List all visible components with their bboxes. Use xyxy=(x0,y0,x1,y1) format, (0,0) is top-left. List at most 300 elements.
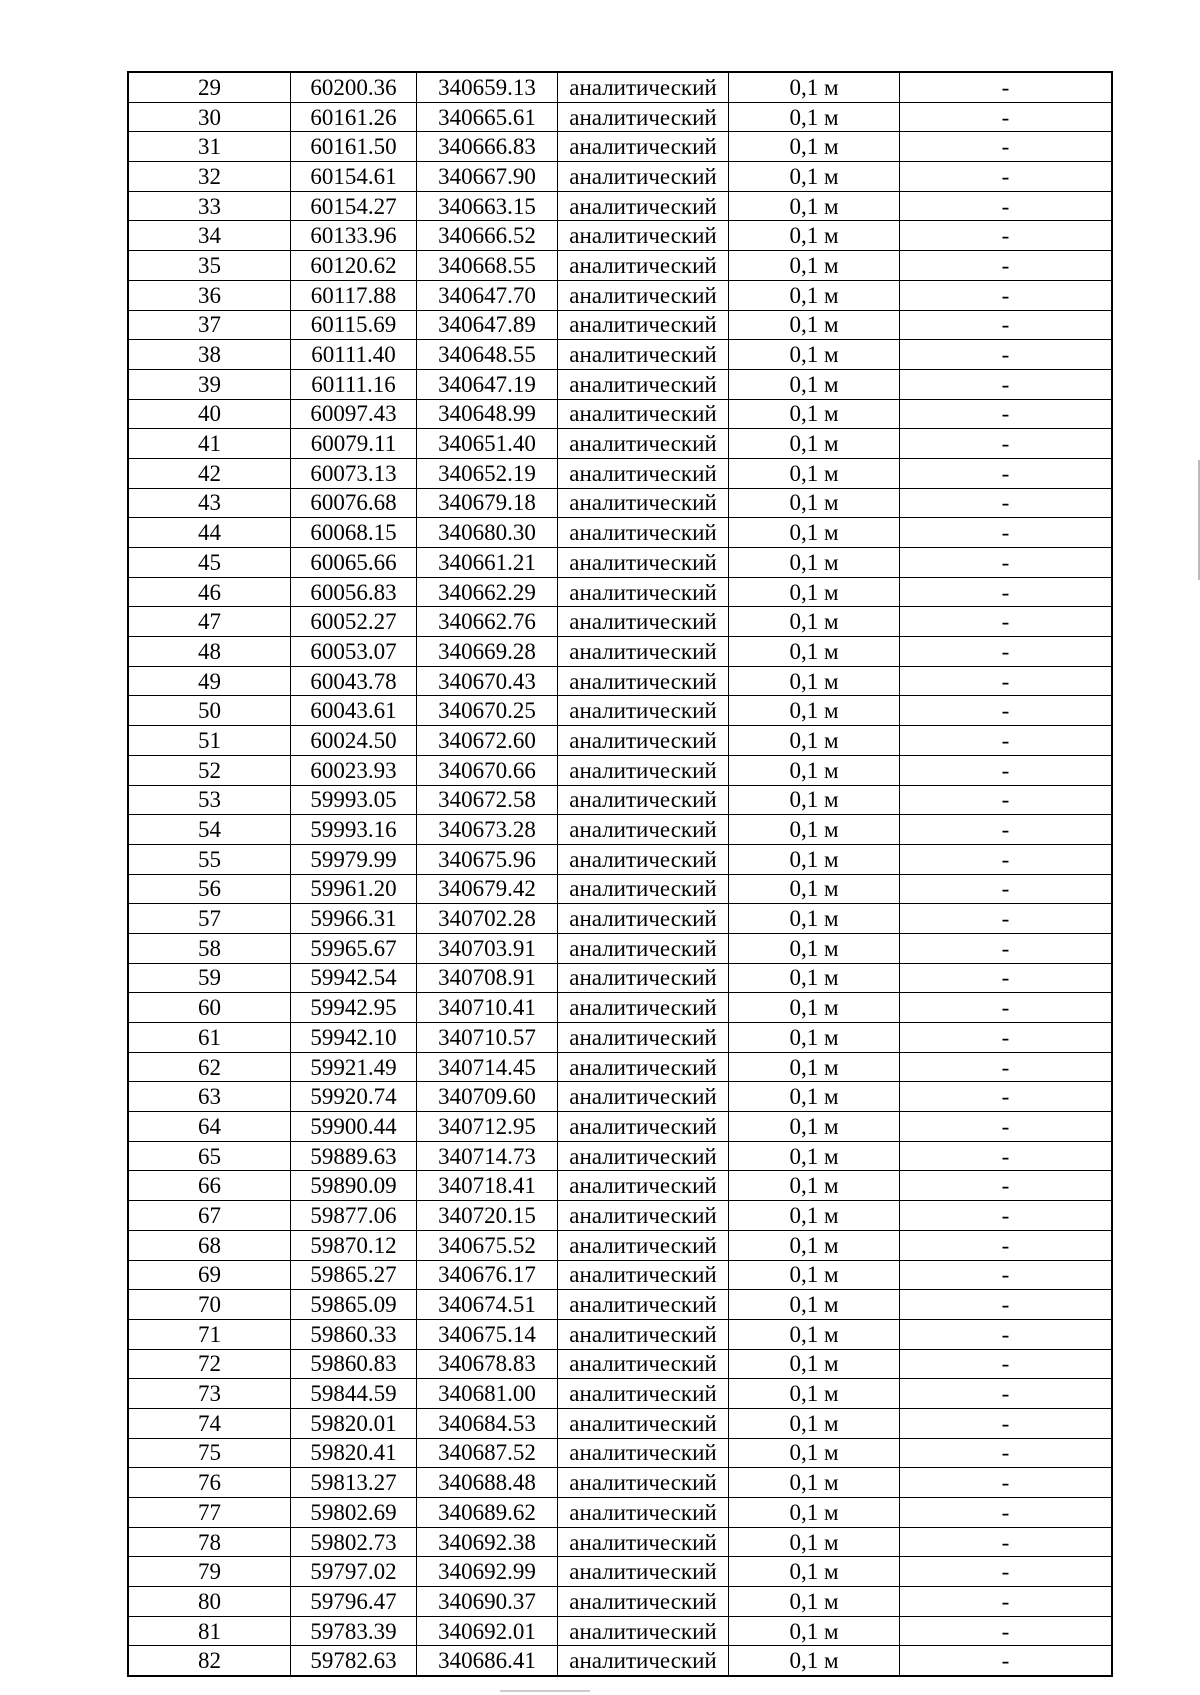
method-cell: аналитический xyxy=(558,221,729,251)
method-cell: аналитический xyxy=(558,1023,729,1053)
y-coordinate-cell: 340679.42 xyxy=(417,874,558,904)
table-row xyxy=(128,369,1112,399)
accuracy-cell: 0,1 м xyxy=(729,221,900,251)
x-coordinate-cell: 60161.26 xyxy=(291,102,417,132)
table-row xyxy=(128,1557,1112,1587)
table-row xyxy=(128,607,1112,637)
accuracy-cell: 0,1 м xyxy=(729,102,900,132)
x-coordinate-cell: 60133.96 xyxy=(291,221,417,251)
y-coordinate-cell: 340690.37 xyxy=(417,1587,558,1617)
table-row xyxy=(128,132,1112,162)
point-number-cell: 62 xyxy=(128,1052,291,1082)
point-number-cell: 37 xyxy=(128,310,291,340)
accuracy-cell: 0,1 м xyxy=(729,607,900,637)
point-number-cell: 45 xyxy=(128,548,291,578)
table-row xyxy=(128,280,1112,310)
point-number-cell: 75 xyxy=(128,1438,291,1468)
table-row xyxy=(128,874,1112,904)
point-number-cell: 68 xyxy=(128,1230,291,1260)
table-row xyxy=(128,399,1112,429)
table-row xyxy=(128,1023,1112,1053)
point-number-cell: 55 xyxy=(128,844,291,874)
accuracy-cell: 0,1 м xyxy=(729,696,900,726)
accuracy-cell: 0,1 м xyxy=(729,458,900,488)
table-row xyxy=(128,518,1112,548)
point-number-cell: 59 xyxy=(128,963,291,993)
accuracy-cell: 0,1 м xyxy=(729,815,900,845)
note-cell: - xyxy=(900,1349,1113,1379)
accuracy-cell: 0,1 м xyxy=(729,399,900,429)
x-coordinate-cell: 59921.49 xyxy=(291,1052,417,1082)
point-number-cell: 33 xyxy=(128,191,291,221)
note-cell: - xyxy=(900,1023,1113,1053)
y-coordinate-cell: 340710.57 xyxy=(417,1023,558,1053)
note-cell: - xyxy=(900,488,1113,518)
x-coordinate-cell: 59889.63 xyxy=(291,1141,417,1171)
y-coordinate-cell: 340647.19 xyxy=(417,369,558,399)
note-cell: - xyxy=(900,1646,1113,1676)
x-coordinate-cell: 60023.93 xyxy=(291,755,417,785)
table-row xyxy=(128,815,1112,845)
x-coordinate-cell: 59782.63 xyxy=(291,1646,417,1676)
x-coordinate-cell: 60120.62 xyxy=(291,251,417,281)
point-number-cell: 50 xyxy=(128,696,291,726)
point-number-cell: 53 xyxy=(128,785,291,815)
table-row xyxy=(128,637,1112,667)
x-coordinate-cell: 59813.27 xyxy=(291,1468,417,1498)
note-cell: - xyxy=(900,993,1113,1023)
y-coordinate-cell: 340667.90 xyxy=(417,162,558,192)
note-cell: - xyxy=(900,577,1113,607)
point-number-cell: 69 xyxy=(128,1260,291,1290)
method-cell: аналитический xyxy=(558,1290,729,1320)
table-row xyxy=(128,963,1112,993)
x-coordinate-cell: 59865.09 xyxy=(291,1290,417,1320)
note-cell: - xyxy=(900,726,1113,756)
y-coordinate-cell: 340714.45 xyxy=(417,1052,558,1082)
note-cell: - xyxy=(900,607,1113,637)
y-coordinate-cell: 340652.19 xyxy=(417,458,558,488)
y-coordinate-cell: 340648.99 xyxy=(417,399,558,429)
point-number-cell: 48 xyxy=(128,637,291,667)
y-coordinate-cell: 340662.76 xyxy=(417,607,558,637)
x-coordinate-cell: 59797.02 xyxy=(291,1557,417,1587)
point-number-cell: 32 xyxy=(128,162,291,192)
note-cell: - xyxy=(900,221,1113,251)
x-coordinate-cell: 59796.47 xyxy=(291,1587,417,1617)
note-cell: - xyxy=(900,310,1113,340)
y-coordinate-cell: 340666.52 xyxy=(417,221,558,251)
accuracy-cell: 0,1 м xyxy=(729,72,900,102)
y-coordinate-cell: 340702.28 xyxy=(417,904,558,934)
note-cell: - xyxy=(900,815,1113,845)
accuracy-cell: 0,1 м xyxy=(729,904,900,934)
accuracy-cell: 0,1 м xyxy=(729,548,900,578)
note-cell: - xyxy=(900,696,1113,726)
method-cell: аналитический xyxy=(558,1260,729,1290)
y-coordinate-cell: 340674.51 xyxy=(417,1290,558,1320)
point-number-cell: 42 xyxy=(128,458,291,488)
y-coordinate-cell: 340662.29 xyxy=(417,577,558,607)
y-coordinate-cell: 340709.60 xyxy=(417,1082,558,1112)
point-number-cell: 47 xyxy=(128,607,291,637)
x-coordinate-cell: 59802.69 xyxy=(291,1498,417,1528)
note-cell: - xyxy=(900,963,1113,993)
x-coordinate-cell: 59844.59 xyxy=(291,1379,417,1409)
table-row xyxy=(128,221,1112,251)
note-cell: - xyxy=(900,340,1113,370)
accuracy-cell: 0,1 м xyxy=(729,1587,900,1617)
x-coordinate-cell: 59820.01 xyxy=(291,1408,417,1438)
x-coordinate-cell: 59865.27 xyxy=(291,1260,417,1290)
method-cell: аналитический xyxy=(558,429,729,459)
x-coordinate-cell: 59877.06 xyxy=(291,1201,417,1231)
point-number-cell: 65 xyxy=(128,1141,291,1171)
point-number-cell: 77 xyxy=(128,1498,291,1528)
x-coordinate-cell: 60056.83 xyxy=(291,577,417,607)
accuracy-cell: 0,1 м xyxy=(729,162,900,192)
table-row xyxy=(128,1082,1112,1112)
x-coordinate-cell: 60052.27 xyxy=(291,607,417,637)
x-coordinate-cell: 59961.20 xyxy=(291,874,417,904)
accuracy-cell: 0,1 м xyxy=(729,1023,900,1053)
point-number-cell: 56 xyxy=(128,874,291,904)
y-coordinate-cell: 340688.48 xyxy=(417,1468,558,1498)
y-coordinate-cell: 340661.21 xyxy=(417,548,558,578)
method-cell: аналитический xyxy=(558,963,729,993)
note-cell: - xyxy=(900,458,1113,488)
y-coordinate-cell: 340670.66 xyxy=(417,755,558,785)
method-cell: аналитический xyxy=(558,1171,729,1201)
table-row xyxy=(128,993,1112,1023)
note-cell: - xyxy=(900,1468,1113,1498)
point-number-cell: 49 xyxy=(128,666,291,696)
accuracy-cell: 0,1 м xyxy=(729,1438,900,1468)
note-cell: - xyxy=(900,904,1113,934)
y-coordinate-cell: 340703.91 xyxy=(417,933,558,963)
point-number-cell: 79 xyxy=(128,1557,291,1587)
table-row xyxy=(128,933,1112,963)
x-coordinate-cell: 59783.39 xyxy=(291,1616,417,1646)
method-cell: аналитический xyxy=(558,933,729,963)
method-cell: аналитический xyxy=(558,726,729,756)
method-cell: аналитический xyxy=(558,1498,729,1528)
y-coordinate-cell: 340668.55 xyxy=(417,251,558,281)
x-coordinate-cell: 60111.16 xyxy=(291,369,417,399)
x-coordinate-cell: 59870.12 xyxy=(291,1230,417,1260)
accuracy-cell: 0,1 м xyxy=(729,1468,900,1498)
method-cell: аналитический xyxy=(558,191,729,221)
accuracy-cell: 0,1 м xyxy=(729,1260,900,1290)
table-body xyxy=(128,72,1112,1676)
x-coordinate-cell: 60065.66 xyxy=(291,548,417,578)
method-cell: аналитический xyxy=(558,1141,729,1171)
note-cell: - xyxy=(900,162,1113,192)
table-row xyxy=(128,844,1112,874)
method-cell: аналитический xyxy=(558,785,729,815)
note-cell: - xyxy=(900,191,1113,221)
point-number-cell: 64 xyxy=(128,1112,291,1142)
method-cell: аналитический xyxy=(558,993,729,1023)
x-coordinate-cell: 59900.44 xyxy=(291,1112,417,1142)
accuracy-cell: 0,1 м xyxy=(729,1112,900,1142)
table-row xyxy=(128,1527,1112,1557)
y-coordinate-cell: 340680.30 xyxy=(417,518,558,548)
method-cell: аналитический xyxy=(558,251,729,281)
y-coordinate-cell: 340648.55 xyxy=(417,340,558,370)
note-cell: - xyxy=(900,548,1113,578)
table-row xyxy=(128,1141,1112,1171)
note-cell: - xyxy=(900,132,1113,162)
y-coordinate-cell: 340676.17 xyxy=(417,1260,558,1290)
y-coordinate-cell: 340708.91 xyxy=(417,963,558,993)
accuracy-cell: 0,1 м xyxy=(729,1349,900,1379)
table-row xyxy=(128,340,1112,370)
y-coordinate-cell: 340689.62 xyxy=(417,1498,558,1528)
point-number-cell: 34 xyxy=(128,221,291,251)
note-cell: - xyxy=(900,1587,1113,1617)
note-cell: - xyxy=(900,1112,1113,1142)
accuracy-cell: 0,1 м xyxy=(729,340,900,370)
y-coordinate-cell: 340675.14 xyxy=(417,1319,558,1349)
y-coordinate-cell: 340675.52 xyxy=(417,1230,558,1260)
note-cell: - xyxy=(900,1171,1113,1201)
point-number-cell: 38 xyxy=(128,340,291,370)
method-cell: аналитический xyxy=(558,1438,729,1468)
table-row xyxy=(128,488,1112,518)
coordinates-table xyxy=(127,71,1113,1677)
point-number-cell: 44 xyxy=(128,518,291,548)
method-cell: аналитический xyxy=(558,1349,729,1379)
method-cell: аналитический xyxy=(558,72,729,102)
note-cell: - xyxy=(900,1290,1113,1320)
y-coordinate-cell: 340712.95 xyxy=(417,1112,558,1142)
x-coordinate-cell: 60076.68 xyxy=(291,488,417,518)
table-row xyxy=(128,1379,1112,1409)
accuracy-cell: 0,1 м xyxy=(729,518,900,548)
note-cell: - xyxy=(900,399,1113,429)
method-cell: аналитический xyxy=(558,815,729,845)
y-coordinate-cell: 340684.53 xyxy=(417,1408,558,1438)
table-row xyxy=(128,162,1112,192)
table-row xyxy=(128,1112,1112,1142)
point-number-cell: 72 xyxy=(128,1349,291,1379)
table-row xyxy=(128,1438,1112,1468)
note-cell: - xyxy=(900,1379,1113,1409)
table-row xyxy=(128,904,1112,934)
accuracy-cell: 0,1 м xyxy=(729,1557,900,1587)
x-coordinate-cell: 60161.50 xyxy=(291,132,417,162)
point-number-cell: 78 xyxy=(128,1527,291,1557)
point-number-cell: 63 xyxy=(128,1082,291,1112)
method-cell: аналитический xyxy=(558,1527,729,1557)
note-cell: - xyxy=(900,785,1113,815)
accuracy-cell: 0,1 м xyxy=(729,577,900,607)
table-row xyxy=(128,1201,1112,1231)
note-cell: - xyxy=(900,369,1113,399)
x-coordinate-cell: 60200.36 xyxy=(291,72,417,102)
accuracy-cell: 0,1 м xyxy=(729,132,900,162)
x-coordinate-cell: 60115.69 xyxy=(291,310,417,340)
x-coordinate-cell: 59920.74 xyxy=(291,1082,417,1112)
point-number-cell: 41 xyxy=(128,429,291,459)
method-cell: аналитический xyxy=(558,755,729,785)
method-cell: аналитический xyxy=(558,1587,729,1617)
point-number-cell: 82 xyxy=(128,1646,291,1676)
note-cell: - xyxy=(900,1557,1113,1587)
y-coordinate-cell: 340672.60 xyxy=(417,726,558,756)
table-row xyxy=(128,1587,1112,1617)
y-coordinate-cell: 340670.25 xyxy=(417,696,558,726)
note-cell: - xyxy=(900,1527,1113,1557)
y-coordinate-cell: 340675.96 xyxy=(417,844,558,874)
x-coordinate-cell: 60079.11 xyxy=(291,429,417,459)
point-number-cell: 60 xyxy=(128,993,291,1023)
note-cell: - xyxy=(900,1498,1113,1528)
table-row xyxy=(128,458,1112,488)
accuracy-cell: 0,1 м xyxy=(729,963,900,993)
x-coordinate-cell: 59820.41 xyxy=(291,1438,417,1468)
x-coordinate-cell: 59993.16 xyxy=(291,815,417,845)
note-cell: - xyxy=(900,1141,1113,1171)
point-number-cell: 58 xyxy=(128,933,291,963)
table-row xyxy=(128,1349,1112,1379)
y-coordinate-cell: 340659.13 xyxy=(417,72,558,102)
table-row xyxy=(128,666,1112,696)
point-number-cell: 51 xyxy=(128,726,291,756)
accuracy-cell: 0,1 м xyxy=(729,1646,900,1676)
accuracy-cell: 0,1 м xyxy=(729,310,900,340)
table-row xyxy=(128,429,1112,459)
note-cell: - xyxy=(900,666,1113,696)
x-coordinate-cell: 59965.67 xyxy=(291,933,417,963)
table-row xyxy=(128,1171,1112,1201)
x-coordinate-cell: 60111.40 xyxy=(291,340,417,370)
point-number-cell: 29 xyxy=(128,72,291,102)
point-number-cell: 31 xyxy=(128,132,291,162)
note-cell: - xyxy=(900,933,1113,963)
note-cell: - xyxy=(900,1260,1113,1290)
accuracy-cell: 0,1 м xyxy=(729,1230,900,1260)
method-cell: аналитический xyxy=(558,1230,729,1260)
x-coordinate-cell: 60073.13 xyxy=(291,458,417,488)
point-number-cell: 52 xyxy=(128,755,291,785)
method-cell: аналитический xyxy=(558,904,729,934)
accuracy-cell: 0,1 м xyxy=(729,1616,900,1646)
table-row xyxy=(128,1646,1112,1676)
table-row xyxy=(128,1468,1112,1498)
y-coordinate-cell: 340672.58 xyxy=(417,785,558,815)
method-cell: аналитический xyxy=(558,637,729,667)
accuracy-cell: 0,1 м xyxy=(729,191,900,221)
note-cell: - xyxy=(900,72,1113,102)
y-coordinate-cell: 340686.41 xyxy=(417,1646,558,1676)
table-row xyxy=(128,1290,1112,1320)
note-cell: - xyxy=(900,1052,1113,1082)
table-row xyxy=(128,696,1112,726)
x-coordinate-cell: 59860.33 xyxy=(291,1319,417,1349)
note-cell: - xyxy=(900,251,1113,281)
point-number-cell: 74 xyxy=(128,1408,291,1438)
table-row xyxy=(128,72,1112,102)
coordinates-table-container xyxy=(127,71,1113,1677)
method-cell: аналитический xyxy=(558,310,729,340)
x-coordinate-cell: 59942.10 xyxy=(291,1023,417,1053)
method-cell: аналитический xyxy=(558,1379,729,1409)
note-cell: - xyxy=(900,518,1113,548)
y-coordinate-cell: 340692.99 xyxy=(417,1557,558,1587)
note-cell: - xyxy=(900,1616,1113,1646)
point-number-cell: 36 xyxy=(128,280,291,310)
x-coordinate-cell: 59890.09 xyxy=(291,1171,417,1201)
point-number-cell: 30 xyxy=(128,102,291,132)
x-coordinate-cell: 60117.88 xyxy=(291,280,417,310)
point-number-cell: 81 xyxy=(128,1616,291,1646)
x-coordinate-cell: 60043.61 xyxy=(291,696,417,726)
point-number-cell: 54 xyxy=(128,815,291,845)
method-cell: аналитический xyxy=(558,280,729,310)
note-cell: - xyxy=(900,1201,1113,1231)
accuracy-cell: 0,1 м xyxy=(729,251,900,281)
method-cell: аналитический xyxy=(558,1646,729,1676)
method-cell: аналитический xyxy=(558,696,729,726)
point-number-cell: 80 xyxy=(128,1587,291,1617)
point-number-cell: 61 xyxy=(128,1023,291,1053)
method-cell: аналитический xyxy=(558,1112,729,1142)
y-coordinate-cell: 340692.01 xyxy=(417,1616,558,1646)
table-row xyxy=(128,1260,1112,1290)
accuracy-cell: 0,1 м xyxy=(729,785,900,815)
note-cell: - xyxy=(900,1408,1113,1438)
point-number-cell: 67 xyxy=(128,1201,291,1231)
method-cell: аналитический xyxy=(558,1201,729,1231)
y-coordinate-cell: 340651.40 xyxy=(417,429,558,459)
accuracy-cell: 0,1 м xyxy=(729,1201,900,1231)
y-coordinate-cell: 340669.28 xyxy=(417,637,558,667)
note-cell: - xyxy=(900,637,1113,667)
accuracy-cell: 0,1 м xyxy=(729,429,900,459)
y-coordinate-cell: 340687.52 xyxy=(417,1438,558,1468)
x-coordinate-cell: 60068.15 xyxy=(291,518,417,548)
y-coordinate-cell: 340647.89 xyxy=(417,310,558,340)
x-coordinate-cell: 59860.83 xyxy=(291,1349,417,1379)
method-cell: аналитический xyxy=(558,1052,729,1082)
method-cell: аналитический xyxy=(558,340,729,370)
accuracy-cell: 0,1 м xyxy=(729,1408,900,1438)
note-cell: - xyxy=(900,1319,1113,1349)
table-row xyxy=(128,1319,1112,1349)
x-coordinate-cell: 59942.95 xyxy=(291,993,417,1023)
x-coordinate-cell: 59966.31 xyxy=(291,904,417,934)
y-coordinate-cell: 340720.15 xyxy=(417,1201,558,1231)
accuracy-cell: 0,1 м xyxy=(729,1141,900,1171)
method-cell: аналитический xyxy=(558,518,729,548)
accuracy-cell: 0,1 м xyxy=(729,726,900,756)
y-coordinate-cell: 340670.43 xyxy=(417,666,558,696)
point-number-cell: 46 xyxy=(128,577,291,607)
method-cell: аналитический xyxy=(558,399,729,429)
note-cell: - xyxy=(900,429,1113,459)
point-number-cell: 71 xyxy=(128,1319,291,1349)
method-cell: аналитический xyxy=(558,369,729,399)
point-number-cell: 43 xyxy=(128,488,291,518)
method-cell: аналитический xyxy=(558,102,729,132)
x-coordinate-cell: 60043.78 xyxy=(291,666,417,696)
x-coordinate-cell: 60154.61 xyxy=(291,162,417,192)
accuracy-cell: 0,1 м xyxy=(729,280,900,310)
table-row xyxy=(128,251,1112,281)
point-number-cell: 39 xyxy=(128,369,291,399)
